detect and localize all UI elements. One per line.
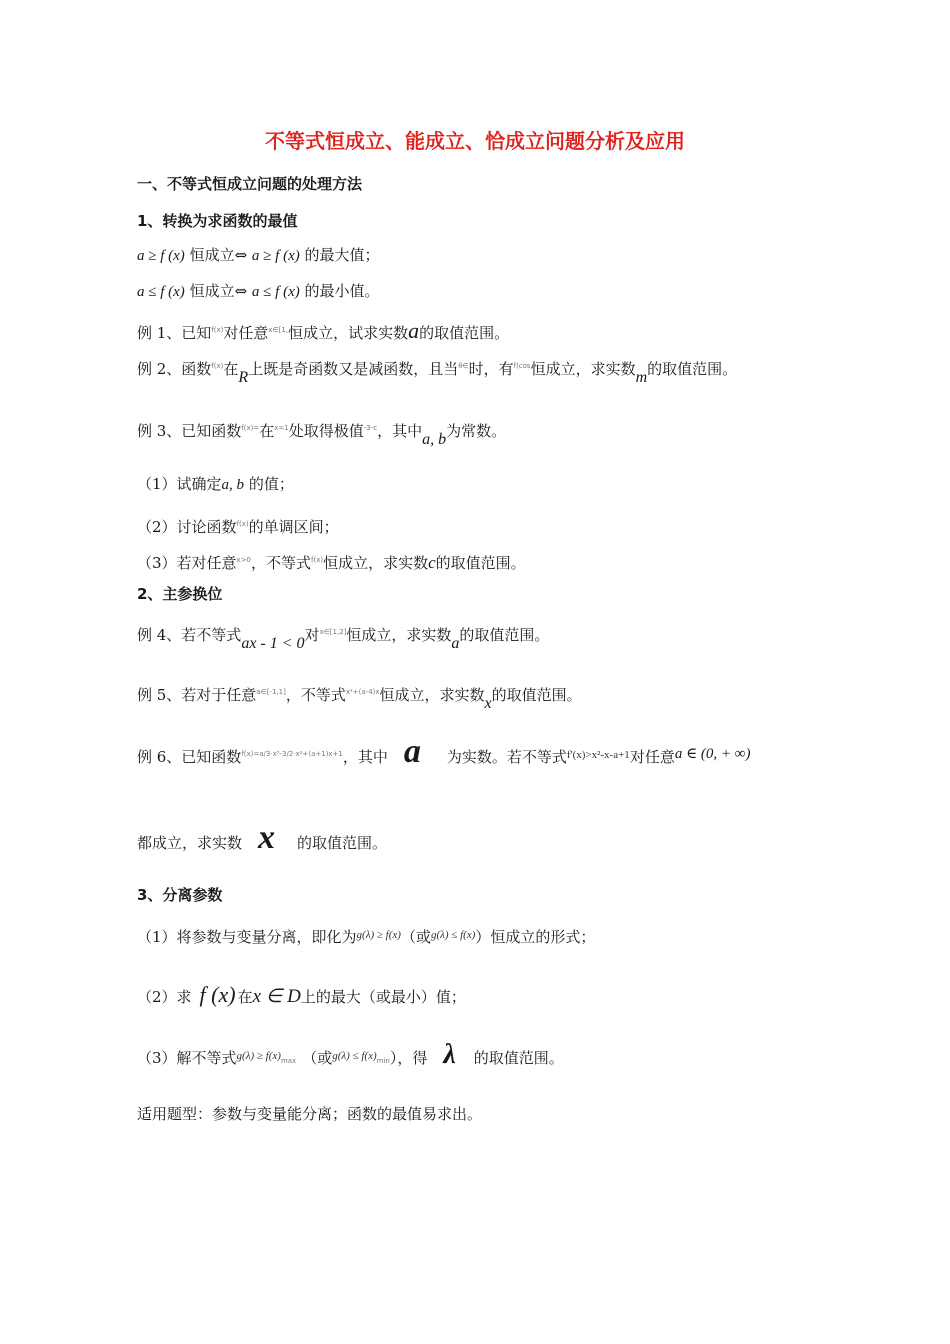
formula-image: f(x): [311, 556, 324, 564]
condition: a ∈ (0, + ∞): [674, 746, 751, 762]
example-6-tail: [137, 819, 388, 856]
text: 恒成立，求实数: [530, 360, 636, 378]
example-3-q1: [137, 474, 294, 495]
text: ）恒成立的形式；: [475, 928, 596, 946]
text: 例 6、已知函数: [137, 748, 242, 766]
text: （或: [400, 928, 431, 946]
subsection-heading-3: 3、分离参数: [137, 886, 223, 904]
example-4: [137, 622, 549, 654]
text: 的取值范围。: [473, 1049, 564, 1067]
formula-image: x=1: [274, 424, 289, 432]
text: （2）讨论函数: [137, 518, 237, 536]
text: 的取值范围。: [459, 626, 550, 644]
formula-image: f(x): [211, 326, 224, 334]
applicable-note: 适用题型：参数与变量能分离；函数的最值易求出。: [137, 1105, 483, 1123]
variable: a: [408, 318, 420, 343]
variable: x: [258, 819, 276, 856]
text: 上的最大（或最小）值；: [300, 988, 466, 1006]
separation-step-2: [137, 982, 466, 1007]
formula: g(λ) ≤ f(x): [332, 1050, 377, 1062]
rule-max: [137, 245, 380, 266]
example-6: [137, 733, 751, 770]
text: 都成立，求实数: [137, 834, 243, 852]
text: （1）试确定: [137, 475, 222, 493]
text: 为常数。: [446, 422, 507, 440]
rule-min-mid: 恒成立⇔: [184, 282, 252, 300]
formula-image: x>0: [236, 556, 252, 564]
text: 例 3、已知函数: [137, 422, 242, 440]
text: 在: [237, 988, 253, 1006]
text: ，不等式: [251, 554, 312, 572]
rule-max-tail: 的最大值；: [299, 246, 380, 264]
text: 的取值范围。: [647, 360, 738, 378]
text: 上既是奇函数又是减函数，且当: [248, 360, 459, 378]
document-title: 不等式恒成立、能成立、恰成立问题分析及应用: [265, 129, 685, 153]
text: （3）若对任意: [137, 554, 237, 572]
text: ，其中: [342, 748, 388, 766]
formula-image: f(x): [211, 362, 224, 370]
formula-image: f(x)=: [241, 424, 260, 432]
text: 在: [259, 422, 275, 440]
text: 恒成立，求实数: [346, 626, 452, 644]
text: （2）求: [137, 988, 192, 1006]
text: 处取得极值: [288, 422, 364, 440]
text: 对任意: [629, 748, 675, 766]
formula-image: -3-c: [363, 424, 378, 432]
text: 例 2、函数: [137, 360, 212, 378]
formula-image: f(x)=a/3·x³-3/2·x²+(a+1)x+1: [241, 750, 343, 758]
formula: g(λ) ≤ f(x): [430, 929, 476, 941]
subscript: max: [280, 1057, 297, 1065]
example-3-q2: [137, 514, 339, 537]
separation-step-3: [137, 1039, 564, 1071]
condition: x ∈ D: [252, 986, 301, 1007]
formula-image: x²+(a-4)x: [345, 688, 380, 696]
variable: a: [451, 635, 460, 652]
subscript: min: [376, 1057, 390, 1065]
rule-max-mid: 恒成立⇔: [184, 246, 252, 264]
text: （1）将参数与变量分离，即化为: [137, 928, 357, 946]
expression: ax - 1 < 0: [241, 635, 305, 652]
text: 对任意: [223, 324, 269, 342]
variable: R: [238, 369, 249, 386]
example-3-q3: [137, 550, 526, 573]
variable: x: [484, 695, 492, 712]
formula: g(λ) ≥ f(x): [356, 929, 401, 941]
text: （或: [302, 1049, 333, 1067]
text: ，不等式: [285, 686, 346, 704]
text: 的取值范围。: [491, 686, 582, 704]
text: 例 1、已知: [137, 324, 212, 342]
text: 的取值范围。: [435, 554, 526, 572]
rule-max-lhs: a ≥ f (x): [137, 248, 185, 264]
formula-image: x∈[1,2]: [319, 628, 347, 636]
text: 恒成立，试求实数: [288, 324, 409, 342]
text: 为实数。若不等式: [446, 748, 567, 766]
text: 恒成立，求实数: [323, 554, 429, 572]
formula: g(λ) ≥ f(x): [236, 1050, 281, 1062]
text: 的单调区间；: [248, 518, 339, 536]
formula-image: a∈[-1,1]: [256, 688, 286, 696]
example-2: [137, 356, 737, 388]
rule-min-tail: 的最小值。: [299, 282, 380, 300]
variable: a, b: [221, 477, 245, 493]
text: 在: [223, 360, 239, 378]
section-heading: 一、不等式恒成立问题的处理方法: [137, 175, 363, 193]
rule-min-lhs: a ≤ f (x): [137, 284, 185, 300]
text: 对: [304, 626, 320, 644]
variable: a, b: [422, 431, 447, 448]
text: 的取值范围。: [297, 834, 388, 852]
text: ），得: [389, 1049, 428, 1067]
function: f (x): [199, 982, 236, 1007]
separation-step-1: [137, 925, 595, 947]
subsection-heading-1: 1、转换为求函数的最值: [137, 212, 298, 230]
example-5: [137, 682, 582, 714]
variable: c: [428, 553, 436, 572]
rule-min: [137, 281, 380, 302]
rule-min-rhs: a ≤ f (x): [251, 284, 300, 300]
text: ，其中: [377, 422, 423, 440]
formula-image: f(x): [236, 520, 249, 528]
formula-image: θ∈: [458, 362, 469, 370]
subsection-heading-2: 2、主参换位: [137, 585, 223, 603]
text: （3）解不等式: [137, 1049, 237, 1067]
text: 例 5、若对于任意: [137, 686, 257, 704]
variable: a: [403, 733, 421, 770]
text: 恒成立，求实数: [379, 686, 485, 704]
text: 的取值范围。: [419, 324, 510, 342]
variable: λ: [443, 1039, 456, 1070]
text: 的值；: [244, 475, 294, 493]
variable: m: [635, 369, 648, 386]
text: 例 4、若不等式: [137, 626, 242, 644]
formula-image: x∈[1,: [268, 326, 289, 334]
example-1: [137, 320, 509, 343]
rule-max-rhs: a ≥ f (x): [251, 248, 300, 264]
text: 时，有: [468, 360, 514, 378]
example-3: [137, 418, 506, 450]
formula-image: f(cos: [513, 362, 531, 370]
formula-image: f'(x)>x²-x-a+1: [566, 749, 630, 761]
